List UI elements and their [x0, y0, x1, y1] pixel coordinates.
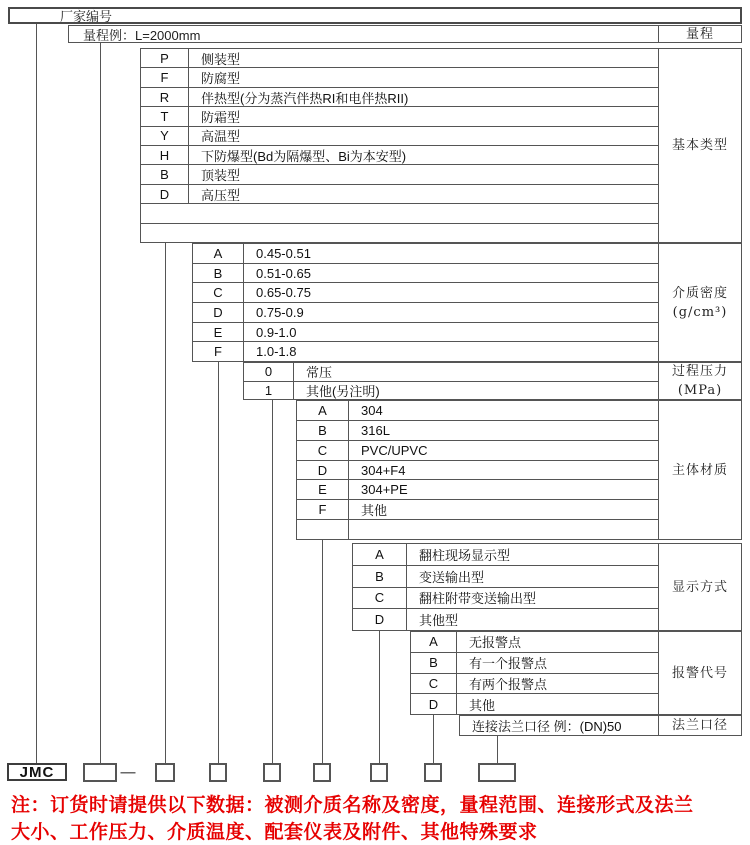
option-code: 0	[244, 363, 294, 381]
option-desc: 常压	[306, 365, 333, 381]
option-desc: PVC/UPVC	[361, 442, 428, 458]
side-label-density: 介质密度 (g/cm³)	[658, 243, 742, 362]
alarm-table	[410, 631, 659, 715]
code-box-display	[370, 763, 388, 782]
table-row	[141, 49, 658, 68]
table-row	[193, 283, 658, 303]
flange-label: 连接法兰口径 例：(DN)50	[472, 719, 622, 734]
table-row	[297, 441, 658, 461]
side-label-display-mode: 显示方式	[658, 543, 742, 631]
option-code: B	[141, 165, 189, 183]
code-box-flange	[478, 763, 516, 782]
density-table	[192, 243, 659, 362]
table-row	[193, 303, 658, 323]
table-row	[141, 88, 658, 107]
table-row	[193, 342, 658, 361]
table-row	[244, 363, 658, 382]
side-label-basic-type: 基本类型	[658, 48, 742, 243]
option-code: C	[193, 283, 244, 302]
option-code: F	[297, 500, 349, 519]
side-label-material: 主体材质	[658, 400, 742, 540]
option-desc: 0.65-0.75	[256, 285, 311, 301]
table-row	[411, 653, 658, 674]
option-desc: 1.0-1.8	[256, 344, 297, 360]
ordering-note	[11, 792, 743, 845]
table-row	[193, 244, 658, 264]
option-desc: 翻柱现场显示型	[419, 547, 511, 563]
option-desc: 伴热型(分为蒸汽伴热RI和电伴热RII)	[201, 90, 409, 106]
table-row	[411, 674, 658, 695]
option-code: F	[141, 68, 189, 86]
option-desc: 其他型	[419, 613, 459, 629]
pressure-table	[243, 362, 659, 400]
side-label-flange: 法兰口径	[658, 715, 742, 736]
table-row	[297, 500, 658, 520]
option-code: A	[353, 544, 407, 565]
flange-row	[459, 715, 659, 736]
option-code: D	[411, 694, 457, 714]
table-row	[193, 323, 658, 343]
option-code: E	[297, 480, 349, 499]
table-row	[353, 588, 658, 610]
dash-separator: —	[120, 764, 136, 781]
option-code: H	[141, 146, 189, 164]
option-code: Y	[141, 127, 189, 145]
factory-number-row	[8, 7, 742, 24]
option-desc: 0.51-0.65	[256, 265, 311, 281]
side-label-range: 量程	[658, 25, 742, 43]
option-desc: 防腐型	[201, 71, 241, 87]
code-box-density	[209, 763, 227, 782]
table-row-empty	[297, 520, 658, 539]
connector-line-range	[100, 43, 101, 763]
table-row	[141, 107, 658, 126]
table-row	[244, 382, 658, 400]
table-row	[297, 461, 658, 481]
option-desc: 顶装型	[201, 168, 241, 184]
option-code: T	[141, 107, 189, 125]
option-desc: 变送输出型	[419, 569, 485, 585]
option-desc: 304+PE	[361, 482, 408, 498]
code-box-range	[83, 763, 117, 782]
table-row	[353, 544, 658, 566]
option-code: B	[353, 566, 407, 587]
option-code: B	[411, 653, 457, 673]
option-code: 1	[244, 382, 294, 400]
option-desc: 0.9-1.0	[256, 324, 297, 340]
table-row	[297, 480, 658, 500]
option-desc: 高温型	[201, 129, 241, 145]
option-desc: 高压型	[201, 187, 241, 203]
table-row	[141, 165, 658, 184]
option-desc: 无报警点	[469, 635, 522, 651]
connector-line-display	[379, 631, 380, 763]
option-desc: 有一个报警点	[469, 656, 548, 672]
option-code: E	[193, 323, 244, 342]
basic-type-table	[140, 48, 659, 243]
option-code: C	[411, 674, 457, 694]
table-row	[141, 146, 658, 165]
code-box-alarm	[424, 763, 442, 782]
option-code: C	[297, 441, 349, 460]
ordering-note-line1: 注：订货时请提供以下数据：被测介质名称及密度，量程范围、连接形式及法兰	[11, 795, 694, 816]
connector-line-flange	[497, 736, 498, 763]
table-row	[411, 632, 658, 653]
side-label-alarm: 报警代号	[658, 631, 742, 715]
option-code: D	[141, 185, 189, 203]
table-row	[353, 609, 658, 630]
option-desc: 其他	[469, 697, 496, 713]
option-code: R	[141, 88, 189, 106]
code-box-basic	[155, 763, 175, 782]
option-code: B	[297, 421, 349, 440]
table-row	[411, 694, 658, 714]
range-example-label: 量程例：L=2000mm	[83, 27, 201, 43]
table-row	[141, 127, 658, 146]
option-desc: 防霜型	[201, 109, 241, 125]
material-table	[296, 400, 659, 540]
code-box-pressure	[263, 763, 281, 782]
connector-line-pressure	[272, 400, 273, 763]
option-code: P	[141, 49, 189, 67]
option-desc: 304	[361, 402, 383, 418]
option-code: A	[297, 401, 349, 420]
side-label-pressure: 过程压力 (MPa)	[658, 362, 742, 400]
option-code: B	[193, 264, 244, 283]
ordering-note-line2: 大小、工作压力、介质温度、配套仪表及附件、其他特殊要求	[11, 822, 538, 843]
option-desc: 0.45-0.51	[256, 245, 311, 261]
option-desc: 有两个报警点	[469, 676, 548, 692]
connector-line-material	[322, 540, 323, 763]
option-code: A	[193, 244, 244, 263]
display-mode-table	[352, 543, 659, 631]
range-example-row	[68, 25, 659, 43]
option-code: D	[297, 461, 349, 480]
table-row	[193, 264, 658, 284]
table-row	[141, 185, 658, 204]
table-row-empty	[141, 224, 658, 242]
option-desc: 316L	[361, 422, 390, 438]
option-desc: 其他(另注明)	[306, 383, 380, 399]
table-row	[141, 68, 658, 87]
connector-line-factory	[36, 24, 37, 763]
option-code: C	[353, 588, 407, 609]
option-code: D	[353, 609, 407, 630]
option-code: D	[193, 303, 244, 322]
table-row	[297, 421, 658, 441]
option-code: F	[193, 342, 244, 361]
connector-line-density	[218, 362, 219, 763]
table-row-empty	[141, 204, 658, 223]
option-desc: 下防爆型(Bd为隔爆型、Bi为本安型)	[201, 148, 407, 164]
table-row	[297, 401, 658, 421]
option-desc: 翻柱附带变送输出型	[419, 591, 537, 607]
factory-number-label: 厂家编号	[60, 9, 113, 24]
option-code: A	[411, 632, 457, 652]
connector-line-basic	[165, 243, 166, 763]
table-row	[353, 566, 658, 588]
connector-line-alarm	[433, 715, 434, 763]
option-desc: 其他	[361, 503, 388, 519]
option-desc: 0.75-0.9	[256, 304, 304, 320]
code-box-material	[313, 763, 331, 782]
option-desc: 侧装型	[201, 51, 241, 67]
model-code-box: JMC	[7, 763, 67, 781]
option-desc: 304+F4	[361, 462, 406, 478]
